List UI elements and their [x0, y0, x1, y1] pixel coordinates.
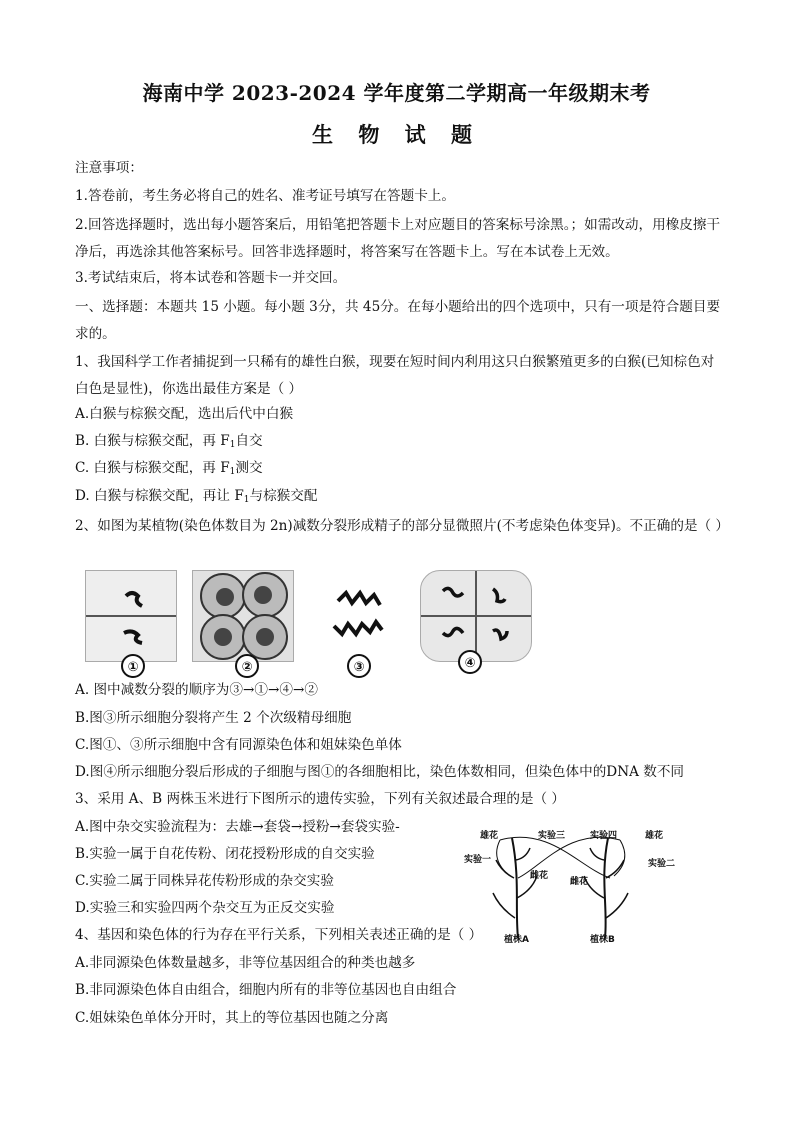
micrograph-3-image: [316, 571, 401, 661]
note-3: 3.考试结束后，将本试卷和答题卡一并交回。: [75, 270, 347, 286]
q4-option-a: A.非同源染色体数量越多，非等位基因组合的种类也越多: [75, 955, 416, 971]
micrograph-1-image: [86, 571, 176, 661]
label-female-flower-b: 雌花: [570, 877, 589, 887]
q2-option-d: D.图④所示细胞分裂后形成的子细胞与图①的各细胞相比，染色体数相同，但染色体中的DNA 数不同: [75, 764, 685, 780]
note-1: 1.答卷前，考生务必将自己的姓名、准考证号填写在答题卡上。: [75, 188, 455, 204]
q2-stem: 2、如图为某植物(染色体数目为 2n)减数分裂形成精子的部分显微照片(不考虑染色体变异)。不正确的是（ ）: [75, 518, 730, 534]
micrograph-4-label: ④: [458, 650, 482, 674]
label-experiment-4: 实验四: [590, 831, 618, 841]
q2-option-b: B.图③所示细胞分裂将产生 2 个次级精母细胞: [75, 710, 352, 726]
q2-option-a: A. 图中减数分裂的顺序为③→①→④→②: [75, 682, 318, 698]
micrograph-3: [315, 570, 402, 662]
q1-stem: 1、我国科学工作者捕捉到一只稀有的雄性白猴，现要在短时间内利用这只白猴繁殖更多的白猴(已知棕色对白色是显性)，你选出最佳方案是（ ）: [75, 354, 715, 397]
section-1-heading: 一、选择题：本题共 15 小题。每小题 3分，共 45分。在每小题给出的四个选项中，只有一项是符合题目要求的。: [75, 299, 721, 342]
label-plant-b: 植株B: [590, 935, 615, 945]
label-experiment-2: 实验二: [648, 859, 676, 869]
micrograph-2: [192, 570, 294, 662]
label-experiment-3: 实验三: [538, 831, 566, 841]
micrograph-3-label: ③: [347, 654, 371, 678]
micrograph-1-label: ①: [121, 654, 145, 678]
q1-option-a: A.白猴与棕猴交配，选出后代中白猴: [75, 406, 294, 422]
q4-option-c: C.姐妹染色单体分开时，其上的等位基因也随之分离: [75, 1010, 389, 1026]
note-2: 2.回答选择题时，选出每小题答案后，用铅笔把答题卡上对应题目的答案标号涂黑。；如需改动，用橡皮擦干净后，再选涂其他答案标号。回答非选择题时，将答案写在答题卡上。写在本试卷上无效。: [75, 217, 721, 260]
q4-option-b: B.非同源染色体自由组合，细胞内所有的非等位基因也自由组合: [75, 982, 457, 998]
q3-option-a: A.图中杂交实验流程为：去雄→套袋→授粉→套袋实验-: [75, 819, 400, 835]
label-female-flower-a: 雌花: [530, 871, 549, 881]
label-plant-a: 植株A: [504, 935, 529, 945]
label-experiment-1: 实验一: [464, 855, 492, 865]
notes-heading: 注意事项：: [75, 160, 143, 176]
micrograph-2-image: [193, 571, 293, 661]
q3-option-b: B.实验一属于自花传粉、闭花授粉形成的自交实验: [75, 846, 375, 862]
exam-title: 海南中学 2023-2024 学年度第二学期高一年级期末考: [142, 81, 651, 105]
label-male-flower-b: 雄花: [645, 831, 664, 841]
q3-option-d: D.实验三和实验四两个杂交互为正反交实验: [75, 900, 335, 916]
q1-option-b: B. 白猴与棕猴交配，再 $F_1$自交: [75, 433, 263, 450]
micrograph-4: [420, 570, 532, 662]
q1-option-d: D. 白猴与棕猴交配，再让 $F_1$与棕猴交配: [75, 488, 318, 505]
label-male-flower-a: 雄花: [480, 831, 499, 841]
micrograph-1: [85, 570, 177, 662]
q1-option-c: C. 白猴与棕猴交配，再 $F_1$测交: [75, 460, 263, 477]
corn-plants-image: [460, 828, 710, 946]
exam-subtitle: 生 物 试 题: [312, 122, 481, 147]
micrograph-4-image: [421, 571, 531, 661]
q2-option-c: C.图①、③所示细胞中含有同源染色体和姐妹染色单体: [75, 737, 402, 753]
micrograph-2-label: ②: [235, 654, 259, 678]
q3-stem: 3、采用 A、B 两株玉米进行下图所示的遗传实验，下列有关叙述最合理的是（ ）: [75, 791, 566, 807]
corn-cross-diagram: [460, 828, 710, 946]
q3-option-c: C.实验二属于同株异花传粉形成的杂交实验: [75, 873, 334, 889]
q4-stem: 4、基因和染色体的行为存在平行关系，下列相关表述正确的是（ ）: [75, 927, 483, 943]
